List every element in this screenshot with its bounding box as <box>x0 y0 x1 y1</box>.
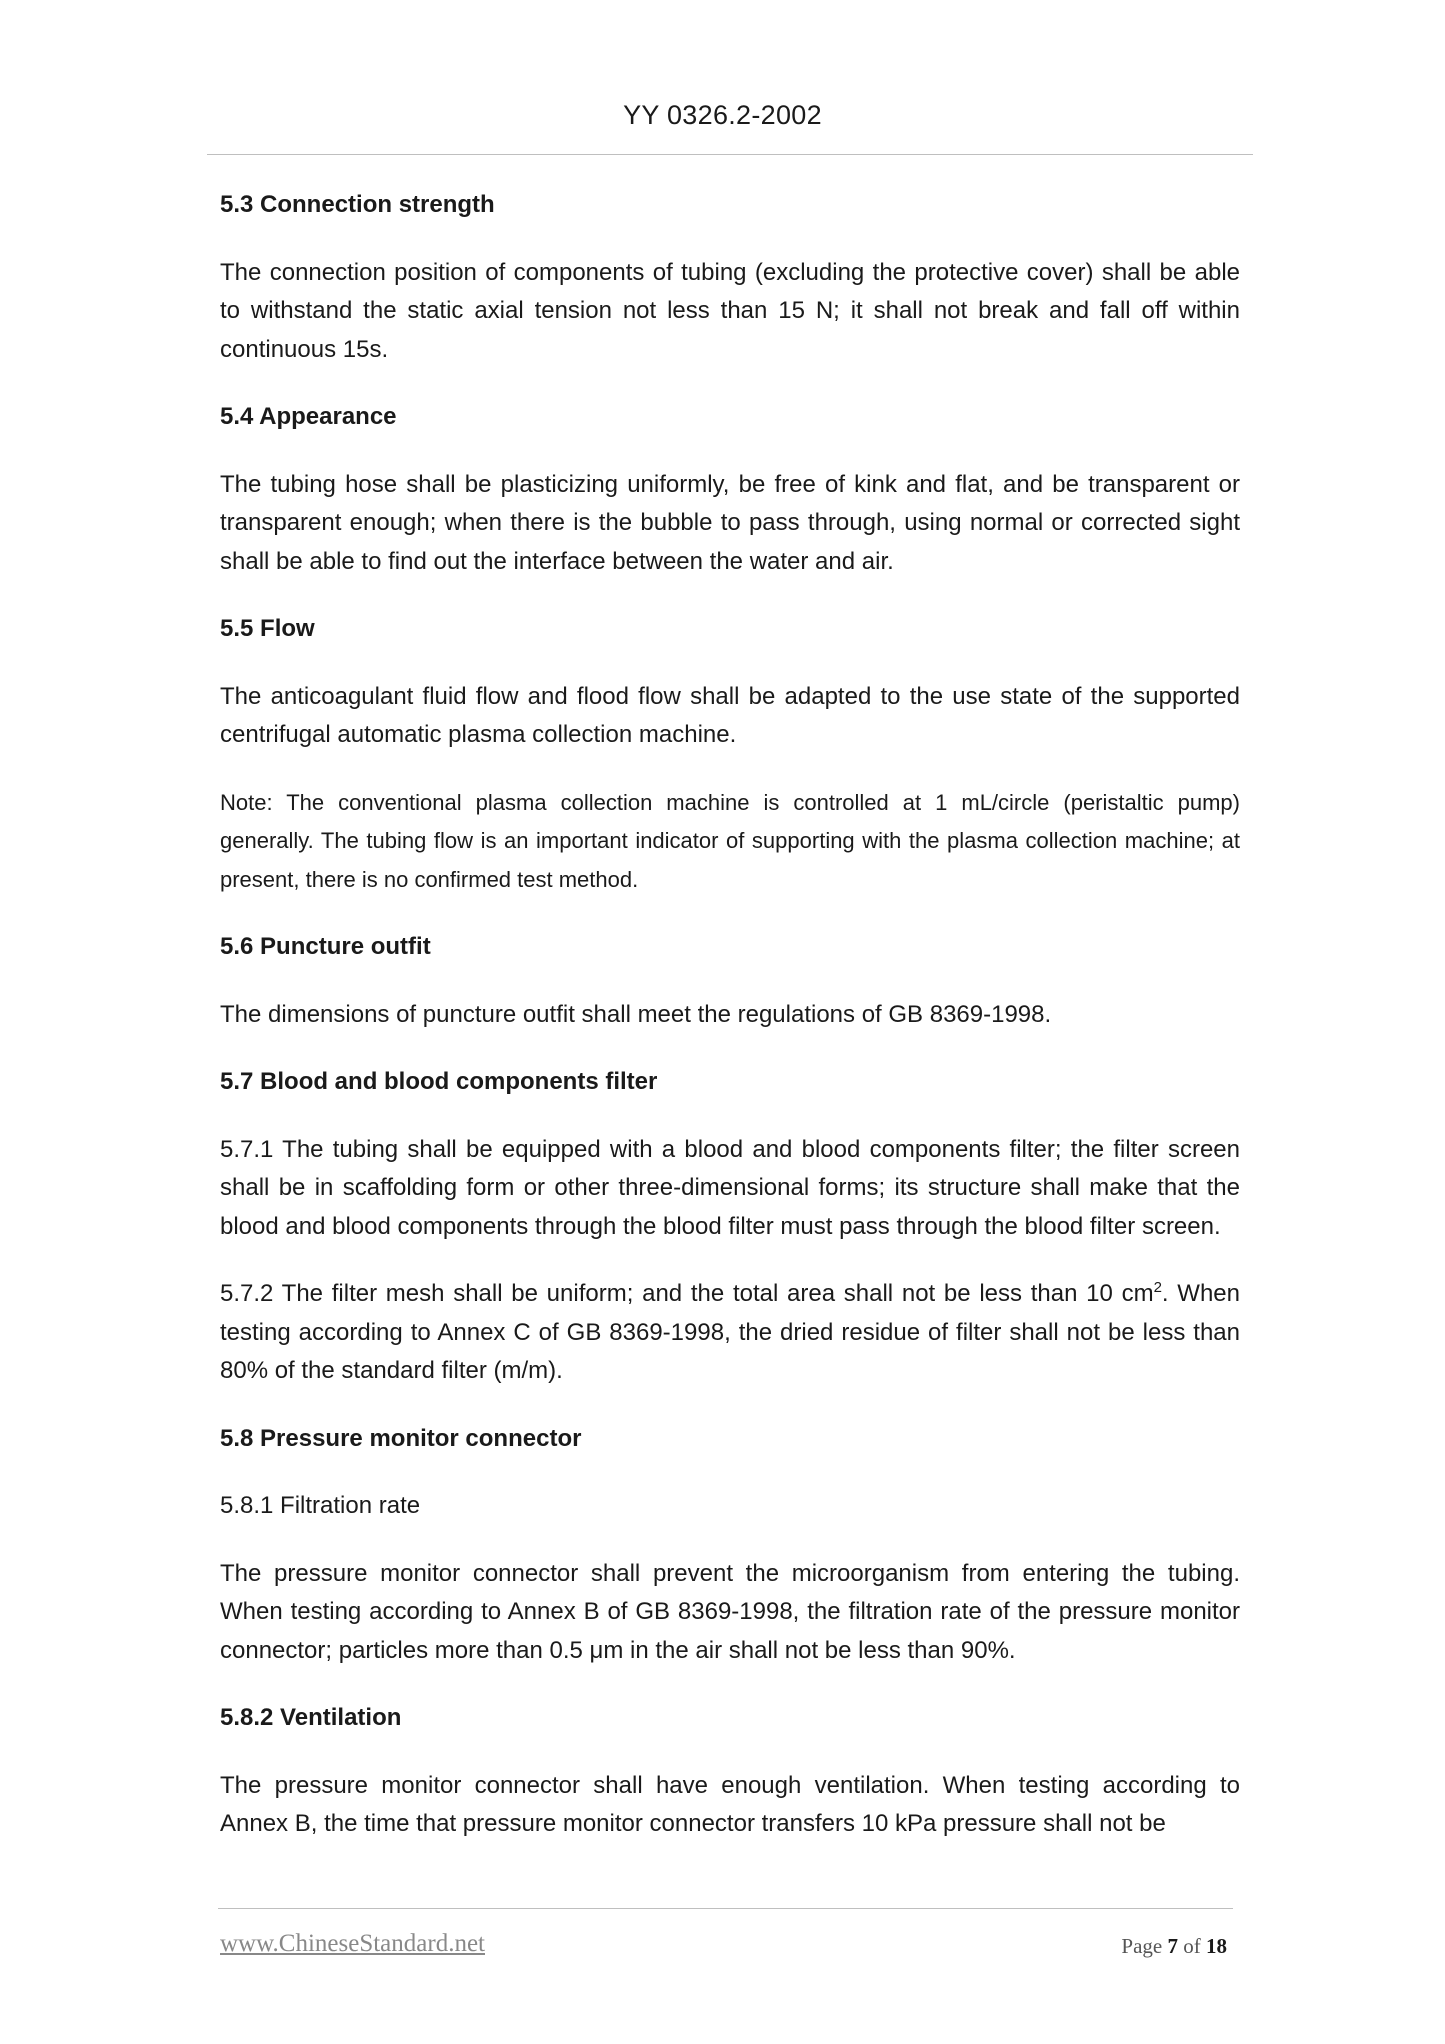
section-body-5-7-2 <box>220 1275 1240 1391</box>
section-note-5-5: Note: The conventional plasma collection machine is controlled at 1 mL/circle (peristaltic pump) generally. The tubing flow is an important indicator of supporting with the plasma collection machine; at present, there is no confirmed test method. <box>220 789 1240 892</box>
page-prefix: Page <box>1121 1934 1168 1958</box>
section-heading-5-7: 5.7 Blood and blood components filter <box>220 1068 658 1095</box>
section-body-5-7-1: 5.7.1 The tubing shall be equipped with a blood and blood components filter; the filter screen shall be in scaffolding form or other three-dimensional forms; its structure shall make that the blood and blood components through the blood filter must pass through the blood filter screen. <box>220 1135 1240 1240</box>
subsection-title-5-8-1: 5.8.1 Filtration rate <box>220 1492 421 1519</box>
page-current: 7 <box>1167 1934 1178 1958</box>
header-divider <box>207 154 1253 155</box>
section-heading-5-5: 5.5 Flow <box>220 615 315 642</box>
section-heading-5-8: 5.8 Pressure monitor connector <box>220 1424 582 1452</box>
subsection-heading-5-8-2: 5.8.2 Ventilation <box>220 1704 402 1731</box>
section-body-5-5: The anticoagulant fluid flow and flood flow shall be adapted to the use state of the supported centrifugal automatic plasma collection machine. <box>220 682 1240 748</box>
section-heading-5-3: 5.3 Connection strength <box>220 191 495 218</box>
section-body-5-8-2: The pressure monitor connector shall have enough ventilation. When testing according to Annex B, the time that pressure monitor connector transfers 10 kPa pressure shall not be <box>220 1771 1240 1837</box>
footer-website-link[interactable]: www.ChineseStandard.net <box>220 1930 485 1957</box>
section-body-5-4: The tubing hose shall be plasticizing uniformly, be free of kink and flat, and be transparent or transparent enough; when there is the bubble to pass through, using normal or corrected sight shall be able to find out the interface between the water and air. <box>220 470 1240 575</box>
section-body-5-3: The connection position of components of tubing (excluding the protective cover) shall be able to withstand the static axial tension not less than 15 N; it shall not break and fall off within continuous 15s. <box>220 258 1240 363</box>
footer-page-number <box>1121 1934 1227 1959</box>
section-body-5-7-2-part-a: 5.7.2 The filter mesh shall be uniform; and the total area shall not be less than 10 cm <box>220 1280 1154 1307</box>
section-body-5-6: The dimensions of puncture outfit shall meet the regulations of GB 8369-1998. <box>220 1000 1052 1028</box>
superscript-2: 2 <box>1153 1279 1162 1296</box>
section-body-5-8-1: The pressure monitor connector shall prevent the microorganism from entering the tubing. When testing according to Annex B of GB 8369-1998, the filtration rate of the pressure monitor connector; particles more than 0.5 μm in the air shall not be less than 90%. <box>220 1559 1240 1664</box>
footer-divider <box>218 1908 1233 1909</box>
section-heading-5-4: 5.4 Appearance <box>220 403 397 430</box>
page-total: 18 <box>1206 1934 1227 1958</box>
page-of: of <box>1178 1934 1206 1958</box>
page-header-title: YY 0326.2-2002 <box>623 100 822 130</box>
document-body <box>220 186 1240 1873</box>
section-body-5-7-2-part-b: . When testing according to Annex C of GB 8369-1998, the dried residue of filter shall not be less than 80% of the standard filter (m/m). <box>220 1280 1241 1384</box>
section-heading-5-6: 5.6 Puncture outfit <box>220 933 431 960</box>
